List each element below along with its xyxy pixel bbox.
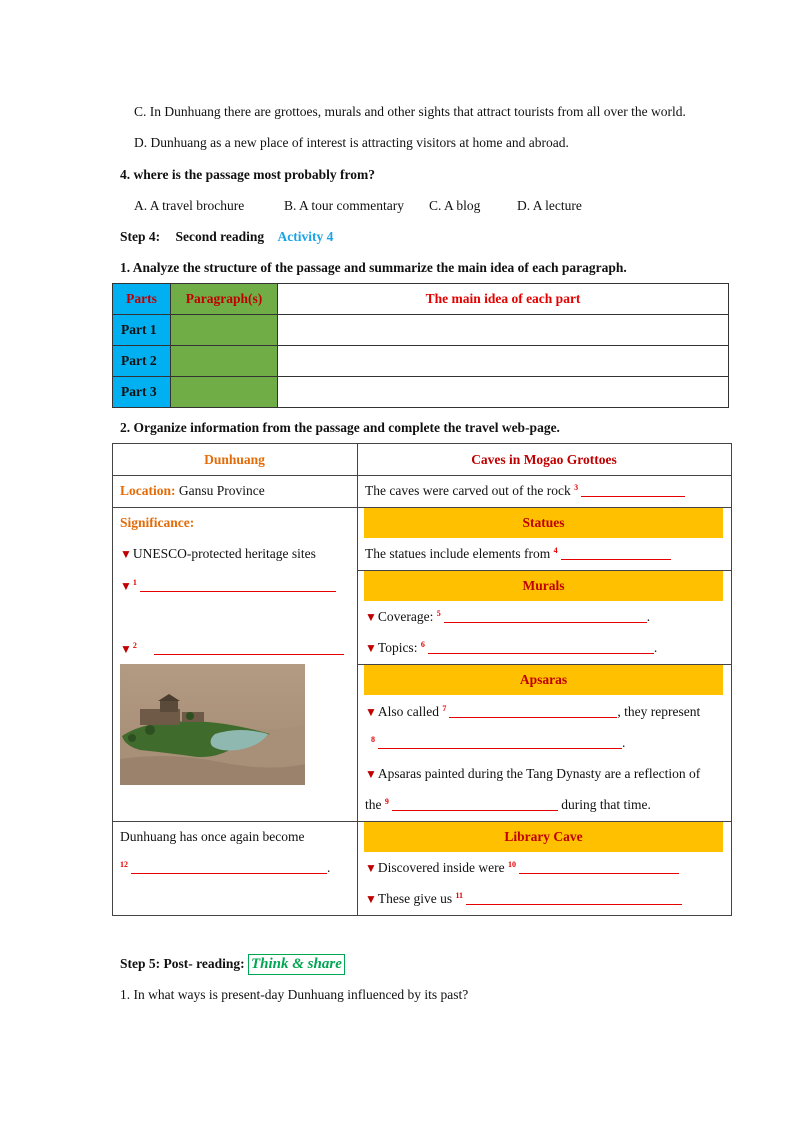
blank-number-3: 3 — [574, 483, 579, 492]
statues-line — [365, 546, 671, 562]
murals-coverage: ▼Coverage: $^5$ . — [365, 609, 651, 624]
significance-item-text: UNESCO-protected heritage sites — [132, 546, 316, 561]
statues-header: Statues — [364, 508, 723, 538]
blank-1[interactable] — [140, 579, 336, 592]
column-divider — [357, 443, 358, 915]
dunhuang-again-blank: $^{12}$ . — [120, 860, 331, 875]
think-share-badge: Think & share — [248, 954, 345, 975]
q4-option-b: B. A tour commentary — [284, 198, 404, 213]
blank-number-8: 8 — [371, 735, 375, 744]
option-c: C. In Dunhuang there are grottoes, murals and other sights that attract tourists from all over the world. — [134, 104, 686, 119]
blank-number-2: 2 — [132, 641, 137, 650]
caves-line — [365, 483, 685, 499]
row-part-2: Part 2 — [113, 346, 171, 377]
option-d: D. Dunhuang as a new place of interest is attracting visitors at home and abroad. — [134, 135, 569, 150]
triangle-bullet-icon: ▼ — [365, 610, 377, 624]
blank-number-5: 5 — [436, 609, 441, 618]
during-that-time-text: during that time. — [561, 797, 651, 812]
q4-option-c: C. A blog — [429, 198, 481, 213]
library-give — [365, 891, 682, 907]
statues-text: The statues include elements from — [365, 546, 551, 561]
step4-title: Second reading — [175, 229, 265, 244]
coverage-label: Coverage: — [377, 609, 434, 624]
step5-heading — [120, 954, 345, 975]
header-parts: Parts — [113, 284, 171, 315]
represent-text: , they represent — [617, 704, 701, 719]
location-label: Location: — [120, 483, 176, 498]
triangle-bullet-icon: ▼ — [120, 642, 132, 656]
blank-number-9: 9 — [384, 797, 389, 806]
step4-heading — [120, 229, 333, 245]
also-called-label: Also called — [377, 704, 439, 719]
step4-label: Step 4: — [120, 229, 161, 244]
blank-7[interactable] — [449, 705, 617, 718]
row-part-3: Part 3 — [113, 377, 171, 408]
the-text: the — [365, 797, 382, 812]
dunhuang-again: Dunhuang has once again become — [120, 829, 305, 844]
apsaras-header: Apsaras — [364, 665, 723, 695]
triangle-bullet-icon: ▼ — [365, 892, 377, 906]
significance-item — [120, 546, 316, 562]
murals-topics: ▼Topics: $^6$ . — [365, 640, 658, 655]
discovered-text: Discovered inside were — [377, 860, 505, 875]
q4-option-a: A. A travel brochure — [134, 198, 245, 213]
q4-option-d: D. A lecture — [517, 198, 582, 213]
significance-blank-2 — [120, 641, 344, 657]
step5-question-1: 1. In what ways is present-day Dunhuang influenced by its past? — [120, 987, 469, 1002]
blank-number-10: 10 — [507, 860, 516, 869]
question-4: 4. where is the passage most probably from? — [120, 167, 376, 182]
location-value: Gansu Province — [175, 483, 265, 498]
apsaras-called — [365, 704, 700, 720]
row-part-1: Part 1 — [113, 315, 171, 346]
blank-3[interactable] — [581, 484, 685, 497]
header-main-idea: The main idea of each part — [278, 284, 729, 315]
step5-label: Step 5: Post- reading: — [120, 956, 245, 971]
main-idea-cell[interactable] — [278, 377, 729, 408]
dunhuang-header: Dunhuang — [204, 452, 265, 467]
blank-5[interactable] — [444, 610, 647, 623]
triangle-bullet-icon: ▼ — [365, 705, 377, 719]
blank-12[interactable] — [131, 861, 327, 874]
crescent-lake-photo — [120, 664, 305, 785]
paragraph-cell[interactable] — [171, 346, 278, 377]
blank-number-11: 11 — [455, 891, 464, 900]
apsaras-the-blank — [365, 797, 651, 813]
triangle-bullet-icon: ▼ — [365, 641, 377, 655]
blank-number-7: 7 — [442, 704, 447, 713]
main-idea-cell[interactable] — [278, 315, 729, 346]
give-us-text: These give us — [377, 891, 453, 906]
blank-9[interactable] — [392, 798, 558, 811]
header-paragraphs: Paragraph(s) — [171, 284, 278, 315]
main-idea-cell[interactable] — [278, 346, 729, 377]
blank-number-4: 4 — [553, 546, 558, 555]
paragraph-cell[interactable] — [171, 315, 278, 346]
apsaras-tang — [365, 766, 700, 782]
triangle-bullet-icon: ▼ — [120, 547, 132, 561]
blank-number-12: 12 — [120, 860, 128, 869]
triangle-bullet-icon: ▼ — [365, 861, 377, 875]
blank-number-1: 1 — [132, 578, 137, 587]
task-2: 2. Organize information from the passage and complete the travel web-page. — [120, 420, 560, 435]
caves-text: The caves were carved out of the rock — [365, 483, 571, 498]
location-line — [120, 483, 265, 499]
blank-2[interactable] — [154, 642, 344, 655]
row-divider — [112, 475, 731, 476]
murals-header: Murals — [364, 571, 723, 601]
significance-blank-1 — [120, 578, 336, 594]
paragraph-cell[interactable] — [171, 377, 278, 408]
significance-label: Significance: — [120, 515, 195, 530]
tang-dynasty-text: Apsaras painted during the Tang Dynasty are a reflection of — [377, 766, 701, 781]
library-discovered — [365, 860, 679, 876]
blank-10[interactable] — [519, 861, 679, 874]
blank-11[interactable] — [466, 892, 682, 905]
step4-activity: Activity 4 — [277, 229, 334, 244]
topics-label: Topics: — [377, 640, 418, 655]
blank-number-6: 6 — [420, 640, 425, 649]
library-cave-header: Library Cave — [364, 822, 723, 852]
caves-header: Caves in Mogao Grottoes — [471, 452, 617, 467]
structure-table — [112, 283, 729, 408]
task-1: 1. Analyze the structure of the passage and summarize the main idea of each paragraph. — [120, 260, 627, 275]
triangle-bullet-icon: ▼ — [365, 767, 377, 781]
triangle-bullet-icon: ▼ — [120, 579, 132, 593]
blank-8[interactable] — [378, 736, 622, 749]
apsaras-represent-blank: $^8$ . — [371, 735, 626, 750]
blank-6[interactable] — [428, 641, 654, 654]
blank-4[interactable] — [561, 547, 671, 560]
